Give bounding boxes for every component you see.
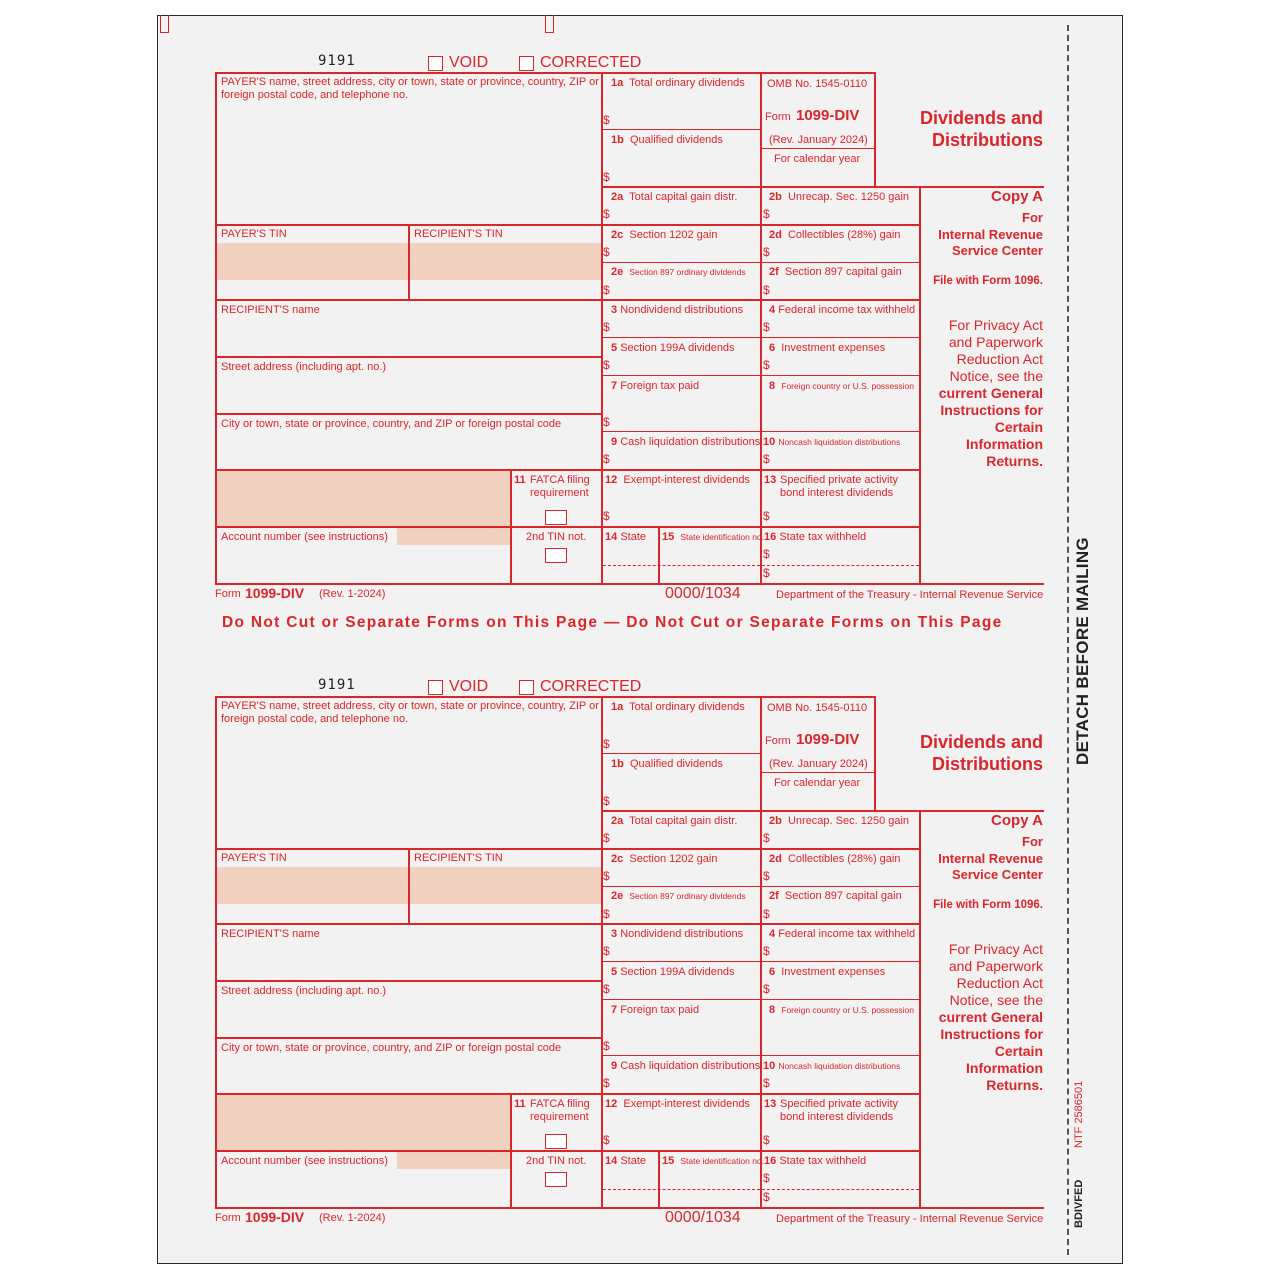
fatca-checkbox[interactable] <box>545 1134 567 1149</box>
box-1a-dollar: $ <box>603 113 610 127</box>
privacy-line-1: For Privacy Act <box>948 317 1043 333</box>
form-code-number: 9191 <box>318 53 356 69</box>
file-with-label: File with Form 1096. <box>933 899 1043 911</box>
privacy-line-3: Reduction Act <box>956 351 1043 367</box>
account-top <box>215 1150 602 1152</box>
footer-code: 0000/1034 <box>665 1209 741 1226</box>
box-2a-dollar: $ <box>603 207 610 221</box>
city-label: City or town, state or province, country, and ZIP or foreign postal code <box>221 418 562 430</box>
box-3-label: 3 Nondividend distributions <box>611 304 744 316</box>
account-label: Account number (see instructions) <box>221 531 388 543</box>
box-1b-dollar: $ <box>603 794 610 808</box>
street-top <box>215 980 602 982</box>
box-2c-dollar: $ <box>603 245 610 259</box>
box-13-dollar: $ <box>763 509 770 523</box>
box-5-label: 5 Section 199A dividends <box>611 342 735 354</box>
account-label: Account number (see instructions) <box>221 1155 388 1167</box>
box-5-dollar: $ <box>603 982 610 996</box>
recipient-name-top <box>215 923 602 925</box>
omb-box-bottom <box>760 148 875 149</box>
detach-before-mailing-text: DETACH BEFORE MAILING <box>1073 537 1092 765</box>
copy-a-for: For <box>1022 834 1043 849</box>
line-3 <box>601 923 920 925</box>
box-15-label: 15 State identification no. <box>662 1155 765 1167</box>
line-14 <box>601 1150 920 1152</box>
box-1b-label: 1b Qualified dividends <box>611 134 723 146</box>
box-16-label: 16 State tax withheld <box>764 531 867 543</box>
box-2b-label: 2b Unrecap. Sec. 1250 gain <box>769 191 910 203</box>
box-9-dollar: $ <box>603 452 610 466</box>
instructions-line-4: Information <box>966 1060 1043 1076</box>
box-6-dollar: $ <box>763 982 770 996</box>
instructions-line-2: Instructions for <box>940 402 1043 418</box>
box-2f-dollar: $ <box>763 283 770 297</box>
box-12-dollar: $ <box>603 509 610 523</box>
box-9-label: 9 Cash liquidation distributions <box>611 436 761 448</box>
calendar-year-label: For calendar year <box>774 777 861 789</box>
irs-line1: Internal Revenue <box>938 851 1043 866</box>
box-10-label: 10 Noncash liquidation distributions <box>763 436 901 448</box>
box-2c-dollar: $ <box>603 869 610 883</box>
omb-form-word: Form <box>765 111 791 123</box>
box-16-dollar-1: $ <box>763 547 770 561</box>
city-label: City or town, state or province, country, and ZIP or foreign postal code <box>221 1042 562 1054</box>
box-12-label: 12 Exempt-interest dividends <box>605 474 750 486</box>
footer-code: 0000/1034 <box>665 585 741 602</box>
box-10-dollar: $ <box>763 452 770 466</box>
omb-form-name: 1099-DIV <box>796 731 860 748</box>
payer-tin-label: PAYER'S TIN <box>221 228 287 240</box>
recipient-tin-label: RECIPIENT'S TIN <box>414 852 503 864</box>
line-3 <box>601 299 920 301</box>
privacy-line-2: and Paperwork <box>948 334 1043 350</box>
omb-form-word: Form <box>765 735 791 747</box>
box-16-dollar-2: $ <box>763 1190 770 1204</box>
privacy-line-4: Notice, see the <box>949 368 1043 384</box>
instructions-line-1: current General <box>938 385 1043 401</box>
omb-number: OMB No. 1545-0110 <box>767 78 868 90</box>
omb-revision: (Rev. January 2024) <box>769 758 868 770</box>
instructions-line-4: Information <box>966 436 1043 452</box>
box-4-dollar: $ <box>763 320 770 334</box>
account-top <box>215 526 602 528</box>
box-2b-dollar: $ <box>763 207 770 221</box>
frame-left <box>215 72 217 584</box>
box-2c-label: 2c Section 1202 gain <box>611 853 718 865</box>
line-12 <box>601 1093 920 1095</box>
box-4-label: 4 Federal income tax withheld <box>769 928 916 940</box>
box-2c-label: 2c Section 1202 gain <box>611 229 718 241</box>
instructions-line-3: Certain <box>994 419 1043 435</box>
box-13-number: 13 <box>764 1098 777 1110</box>
box-13-label: Specified private activity bond interest dividends <box>780 474 898 499</box>
void-checkbox[interactable] <box>428 680 443 695</box>
box-5-dollar: $ <box>603 358 610 372</box>
box-16-label: 16 State tax withheld <box>764 1155 867 1167</box>
box-2a-label: 2a Total capital gain distr. <box>611 191 738 203</box>
box-8-label: 8 Foreign country or U.S. possession <box>769 1004 915 1016</box>
box-7-dollar: $ <box>603 1039 610 1053</box>
account-shade <box>397 1152 510 1169</box>
line-2a <box>601 186 920 188</box>
recipient-tin-shade <box>410 243 601 280</box>
line-2a <box>601 810 920 812</box>
form-title-line1: Dividends and <box>919 732 1043 752</box>
payer-info-label: PAYER'S name, street address, city or town, state or province, country, ZIP or foreign postal code, and telephone no. <box>221 76 599 101</box>
frame-top-left <box>215 696 875 698</box>
box-7-label: 7 Foreign tax paid <box>611 1004 700 1016</box>
box-14-label: 14 State <box>605 531 646 543</box>
line-12 <box>601 469 920 471</box>
instructions-line-5: Returns. <box>986 453 1043 469</box>
second-tin-label: 2nd TIN not. <box>526 1155 587 1167</box>
footer-revision: (Rev. 1-2024) <box>319 588 386 600</box>
state-dashed-line <box>603 1189 919 1190</box>
copy-a-label: Copy A <box>991 812 1043 829</box>
street-label: Street address (including apt. no.) <box>221 361 387 373</box>
payer-tin-shade <box>217 867 409 904</box>
fatca-top <box>215 469 602 471</box>
line-1a-1b <box>601 753 761 754</box>
corrected-checkbox[interactable] <box>519 680 534 695</box>
fatca-number: 11 <box>514 1098 526 1110</box>
box-2d-label: 2d Collectibles (28%) gain <box>769 229 901 241</box>
line-9 <box>601 431 920 432</box>
corrected-checkbox[interactable] <box>519 56 534 71</box>
line-5 <box>601 961 920 962</box>
box-6-label: 6 Investment expenses <box>769 342 886 354</box>
void-checkbox[interactable] <box>428 56 443 71</box>
footer-form-name: 1099-DIV <box>245 1209 305 1225</box>
recipient-name-top <box>215 299 602 301</box>
omb-box-right <box>874 72 876 188</box>
corrected-label: CORRECTED <box>540 678 642 695</box>
fatca-checkbox[interactable] <box>545 510 567 525</box>
privacy-line-3: Reduction Act <box>956 975 1043 991</box>
box-3-dollar: $ <box>603 944 610 958</box>
box-16-dollar-2: $ <box>763 566 770 580</box>
box-1b-label: 1b Qualified dividends <box>611 758 723 770</box>
line-5 <box>601 337 920 338</box>
footer-department: Department of the Treasury - Internal Revenue Service <box>776 1213 1044 1225</box>
omb-box-right <box>874 696 876 812</box>
footer-revision: (Rev. 1-2024) <box>319 1212 386 1224</box>
footer-form-word: Form <box>215 588 241 600</box>
box-2f-label: 2f Section 897 capital gain <box>769 266 902 278</box>
footer-department: Department of the Treasury - Internal Revenue Service <box>776 589 1044 601</box>
box-15-label: 15 State identification no. <box>662 531 765 543</box>
recipient-tin-shade <box>410 867 601 904</box>
box-6-dollar: $ <box>763 358 770 372</box>
copy-a-divider <box>919 810 921 1208</box>
omb-form-name: 1099-DIV <box>796 107 860 124</box>
box-2a-dollar: $ <box>603 831 610 845</box>
fatca-left-shade <box>217 1095 511 1150</box>
box-2e-label: 2e Section 897 ordinary dividends <box>611 266 746 278</box>
box-16-dollar-1: $ <box>763 1171 770 1185</box>
footer-form-word: Form <box>215 1212 241 1224</box>
line-2c <box>601 848 920 850</box>
recipient-name-label: RECIPIENT'S name <box>221 304 320 316</box>
box-1a-dollar: $ <box>603 737 610 751</box>
box-4-label: 4 Federal income tax withheld <box>769 304 916 316</box>
file-with-label: File with Form 1096. <box>933 275 1043 287</box>
city-top <box>215 413 602 415</box>
box-13-number: 13 <box>764 474 777 486</box>
privacy-line-4: Notice, see the <box>949 992 1043 1008</box>
instructions-line-5: Returns. <box>986 1077 1043 1093</box>
box-6-label: 6 Investment expenses <box>769 966 886 978</box>
void-label: VOID <box>449 678 489 695</box>
tin-divider <box>408 224 410 300</box>
fatca-label: FATCA filing requirement <box>530 1098 590 1123</box>
form-title-line1: Dividends and <box>919 108 1043 128</box>
irs-line2: Service Center <box>951 243 1043 258</box>
box-14-label: 14 State <box>605 1155 646 1167</box>
payer-tin-label: PAYER'S TIN <box>221 852 287 864</box>
irs-line1: Internal Revenue <box>938 227 1043 242</box>
box-2d-label: 2d Collectibles (28%) gain <box>769 853 901 865</box>
corrected-label: CORRECTED <box>540 54 642 71</box>
frame-left <box>215 696 217 1208</box>
omb-number: OMB No. 1545-0110 <box>767 702 868 714</box>
form-copy-upper <box>0 0 1280 602</box>
box-9-label: 9 Cash liquidation distributions <box>611 1060 761 1072</box>
box-8-label: 8 Foreign country or U.S. possession <box>769 380 915 392</box>
box-10-dollar: $ <box>763 1076 770 1090</box>
calendar-year-label: For calendar year <box>774 153 861 165</box>
box-2f-label: 2f Section 897 capital gain <box>769 890 902 902</box>
omb-revision: (Rev. January 2024) <box>769 134 868 146</box>
box-13-dollar: $ <box>763 1133 770 1147</box>
box-13-label: Specified private activity bond interest dividends <box>780 1098 898 1123</box>
box-4-dollar: $ <box>763 944 770 958</box>
box-7-dollar: $ <box>603 415 610 429</box>
state-divider <box>658 1150 660 1208</box>
payer-info-label: PAYER'S name, street address, city or town, state or province, country, ZIP or foreign postal code, and telephone no. <box>221 700 599 725</box>
footer-form-name: 1099-DIV <box>245 585 305 601</box>
instructions-line-3: Certain <box>994 1043 1043 1059</box>
second-tin-checkbox[interactable] <box>545 548 567 563</box>
line-7 <box>601 375 920 376</box>
box-2d-dollar: $ <box>763 869 770 883</box>
box-9-dollar: $ <box>603 1076 610 1090</box>
fatca-label: FATCA filing requirement <box>530 474 590 499</box>
second-tin-label: 2nd TIN not. <box>526 531 587 543</box>
box-12-dollar: $ <box>603 1133 610 1147</box>
box-2f-dollar: $ <box>763 907 770 921</box>
fatca-left-shade <box>217 471 511 526</box>
omb-box-bottom <box>760 772 875 773</box>
ntf-code: NTF 2586501 <box>1073 1080 1085 1148</box>
line-2e <box>601 262 920 263</box>
copy-a-divider <box>919 186 921 584</box>
line-2c <box>601 224 920 226</box>
account-shade <box>397 528 510 545</box>
box-2b-label: 2b Unrecap. Sec. 1250 gain <box>769 815 910 827</box>
copy-a-for: For <box>1022 210 1043 225</box>
box-1b-dollar: $ <box>603 170 610 184</box>
street-label: Street address (including apt. no.) <box>221 985 387 997</box>
line-7 <box>601 999 920 1000</box>
box-2b-dollar: $ <box>763 831 770 845</box>
city-top <box>215 1037 602 1039</box>
payer-tin-shade <box>217 243 409 280</box>
recipient-tin-label: RECIPIENT'S TIN <box>414 228 503 240</box>
box-5-label: 5 Section 199A dividends <box>611 966 735 978</box>
form-title-line2: Distributions <box>932 130 1043 150</box>
irs-line2: Service Center <box>951 867 1043 882</box>
box-2d-dollar: $ <box>763 245 770 259</box>
box-2e-dollar: $ <box>603 283 610 297</box>
fatca-top <box>215 1093 602 1095</box>
frame-top-left <box>215 72 875 74</box>
street-top <box>215 356 602 358</box>
fatca-number: 11 <box>514 474 526 486</box>
bdivfed-code: BDIVFED <box>1073 1179 1085 1228</box>
line-9 <box>601 1055 920 1056</box>
line-2e <box>601 886 920 887</box>
form-code-number: 9191 <box>318 677 356 693</box>
box-1a-label: 1a Total ordinary dividends <box>611 701 745 713</box>
box-1a-label: 1a Total ordinary dividends <box>611 77 745 89</box>
box-12-label: 12 Exempt-interest dividends <box>605 1098 750 1110</box>
state-dashed-line <box>603 565 919 566</box>
state-divider <box>658 526 660 584</box>
box-10-label: 10 Noncash liquidation distributions <box>763 1060 901 1072</box>
box-2e-label: 2e Section 897 ordinary dividends <box>611 890 746 902</box>
box-3-dollar: $ <box>603 320 610 334</box>
box-2a-label: 2a Total capital gain distr. <box>611 815 738 827</box>
privacy-line-1: For Privacy Act <box>948 941 1043 957</box>
do-not-cut-notice: Do Not Cut or Separate Forms on This Page — Do Not Cut or Separate Forms on This Page <box>222 614 1003 631</box>
privacy-line-2: and Paperwork <box>948 958 1043 974</box>
instructions-line-2: Instructions for <box>940 1026 1043 1042</box>
line-1a-1b <box>601 129 761 130</box>
second-tin-checkbox[interactable] <box>545 1172 567 1187</box>
copy-a-label: Copy A <box>991 188 1043 205</box>
box-3-label: 3 Nondividend distributions <box>611 928 744 940</box>
tin-divider <box>408 848 410 924</box>
line-14 <box>601 526 920 528</box>
instructions-line-1: current General <box>938 1009 1043 1025</box>
form-title-line2: Distributions <box>932 754 1043 774</box>
box-2e-dollar: $ <box>603 907 610 921</box>
box-7-label: 7 Foreign tax paid <box>611 380 700 392</box>
void-label: VOID <box>449 54 489 71</box>
recipient-name-label: RECIPIENT'S name <box>221 928 320 940</box>
